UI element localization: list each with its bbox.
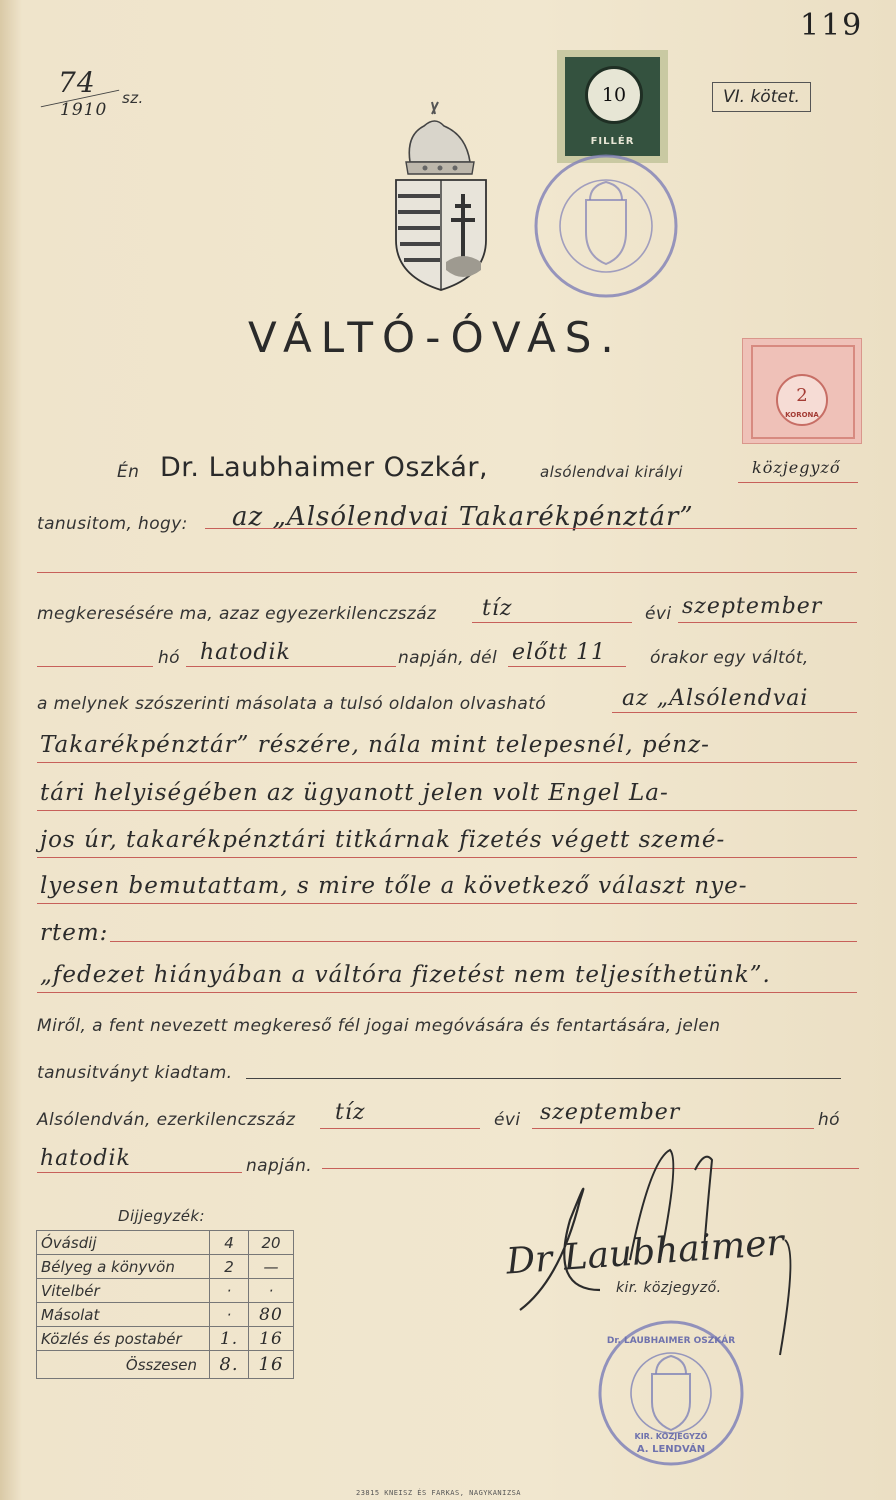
fee-total-filler: 16	[249, 1351, 294, 1379]
fee-korona: 4	[210, 1231, 249, 1255]
fee-label: Bélyeg a könyvön	[37, 1255, 210, 1279]
text-ho2: hó	[818, 1110, 840, 1130]
text-mirol: Miről, a fent nevezett megkereső fél jogai megóvására és fentartására, jelen	[37, 1016, 721, 1036]
time-handwritten: előtt 11	[512, 640, 606, 665]
seal-line-1: Dr. LAUBHAIMER OSZKÁR	[606, 1336, 736, 1346]
signature-caption: kir. közjegyző.	[616, 1280, 722, 1296]
notary-seal-icon	[532, 152, 680, 300]
month-handwritten: szeptember	[682, 594, 823, 619]
notary-name: Dr. Laubhaimer Oszkár,	[160, 452, 489, 483]
text-napjan-del: napján, dél	[398, 648, 498, 668]
requester-handwritten: az „Alsólendvai Takarékpénztár”	[232, 502, 694, 532]
fee-table	[36, 1230, 294, 1379]
doc-number-suffix: sz.	[122, 89, 144, 107]
printer-footer: 23815 KNEISZ ÉS FARKAS, NAGYKANIZSA	[356, 1489, 522, 1497]
revenue-stamp-2-korona	[742, 338, 862, 444]
fee-total-label: Összesen	[37, 1351, 210, 1379]
handwritten-line-7: „fedezet hiányában a váltóra fizetést nem teljesíthetünk”.	[40, 962, 771, 988]
fee-filler: ·	[249, 1279, 294, 1303]
text-napjan2: napján.	[246, 1156, 313, 1176]
handwritten-line-5: lyesen bemutattam, s mire tőle a következő választ nye-	[40, 873, 748, 899]
table-row	[37, 1303, 294, 1327]
stamp-unit: FILLÉR	[590, 136, 635, 147]
fee-korona: ·	[210, 1279, 249, 1303]
table-row	[37, 1255, 294, 1279]
red-stamp-unit: KORONA	[785, 411, 819, 419]
fee-filler: 16	[249, 1327, 294, 1351]
handwritten-line-4: jos úr, takarékpénztári titkárnak fizetés végett szemé-	[40, 827, 726, 853]
text-tanusitom: tanusitom, hogy:	[37, 514, 188, 534]
text-megkeresesere: megkeresésére ma, azaz egyezerkilenczszáz	[37, 604, 437, 624]
notary-place: alsólendvai királyi	[540, 463, 683, 481]
seal-line-3: A. LENDVÁN	[636, 1444, 706, 1455]
fee-filler: —	[249, 1255, 294, 1279]
doc-year: 1910	[60, 100, 108, 120]
fee-korona: 2	[210, 1255, 249, 1279]
table-row	[37, 1231, 294, 1255]
seal-line-2: KIR. KÖZJEGYZŐ	[634, 1432, 708, 1441]
notary-title-handwritten: közjegyző	[752, 458, 841, 477]
fee-label: Másolat	[37, 1303, 210, 1327]
fee-label: Vitelbér	[37, 1279, 210, 1303]
fees-title: Dijjegyzék:	[118, 1207, 205, 1225]
fee-filler: 80	[249, 1303, 294, 1327]
doc-number: 74	[58, 66, 96, 99]
month2-handwritten: szeptember	[540, 1100, 681, 1125]
text-ho: hó	[158, 648, 180, 668]
text-orakor: órakor egy váltót,	[650, 648, 809, 668]
text-en: Én	[117, 462, 140, 482]
table-row	[37, 1279, 294, 1303]
handwritten-line-3: tári helyiségében az ügyanott jelen volt Engel La-	[40, 780, 669, 806]
handwritten-line-2: Takarékpénztár” részére, nála mint telepesnél, pénz-	[40, 732, 710, 758]
text-amelynek: a melynek szószerinti másolata a tulsó oldalon olvasható	[37, 694, 547, 714]
signature-handwritten: Dr Laubhaimer	[504, 1222, 786, 1283]
text-evi2: évi	[494, 1110, 521, 1130]
stamp-value: 10	[585, 66, 643, 124]
volume-label: VI. kötet.	[712, 82, 811, 112]
fee-label: Óvásdij	[37, 1231, 210, 1255]
table-row-total	[37, 1351, 294, 1379]
revenue-stamp-10-filler	[557, 50, 668, 163]
year2-handwritten: tíz	[335, 1100, 366, 1125]
fee-total-korona: 8.	[210, 1351, 249, 1379]
year-handwritten: tíz	[482, 596, 513, 621]
bottom-notary-seal	[596, 1318, 746, 1468]
coat-of-arms-icon	[388, 100, 494, 292]
handwritten-line-1: az „Alsólendvai	[622, 686, 809, 711]
fee-korona: ·	[210, 1303, 249, 1327]
table-row	[37, 1327, 294, 1351]
handwritten-line-6: rtem:	[40, 920, 109, 946]
page-number: 119	[800, 8, 864, 43]
fee-filler: 20	[249, 1231, 294, 1255]
text-evi: évi	[645, 604, 672, 624]
text-tanusitvanyt: tanusitványt kiadtam.	[37, 1063, 233, 1083]
text-alsolendvan: Alsólendván, ezerkilenczszáz	[37, 1110, 296, 1130]
red-stamp-value: 2	[776, 374, 828, 426]
fee-label: Közlés és postabér	[37, 1327, 210, 1351]
day-handwritten: hatodik	[200, 640, 291, 665]
fee-korona: 1.	[210, 1327, 249, 1351]
page-title: VÁLTÓ-ÓVÁS.	[248, 313, 623, 362]
day2-handwritten: hatodik	[40, 1146, 131, 1171]
